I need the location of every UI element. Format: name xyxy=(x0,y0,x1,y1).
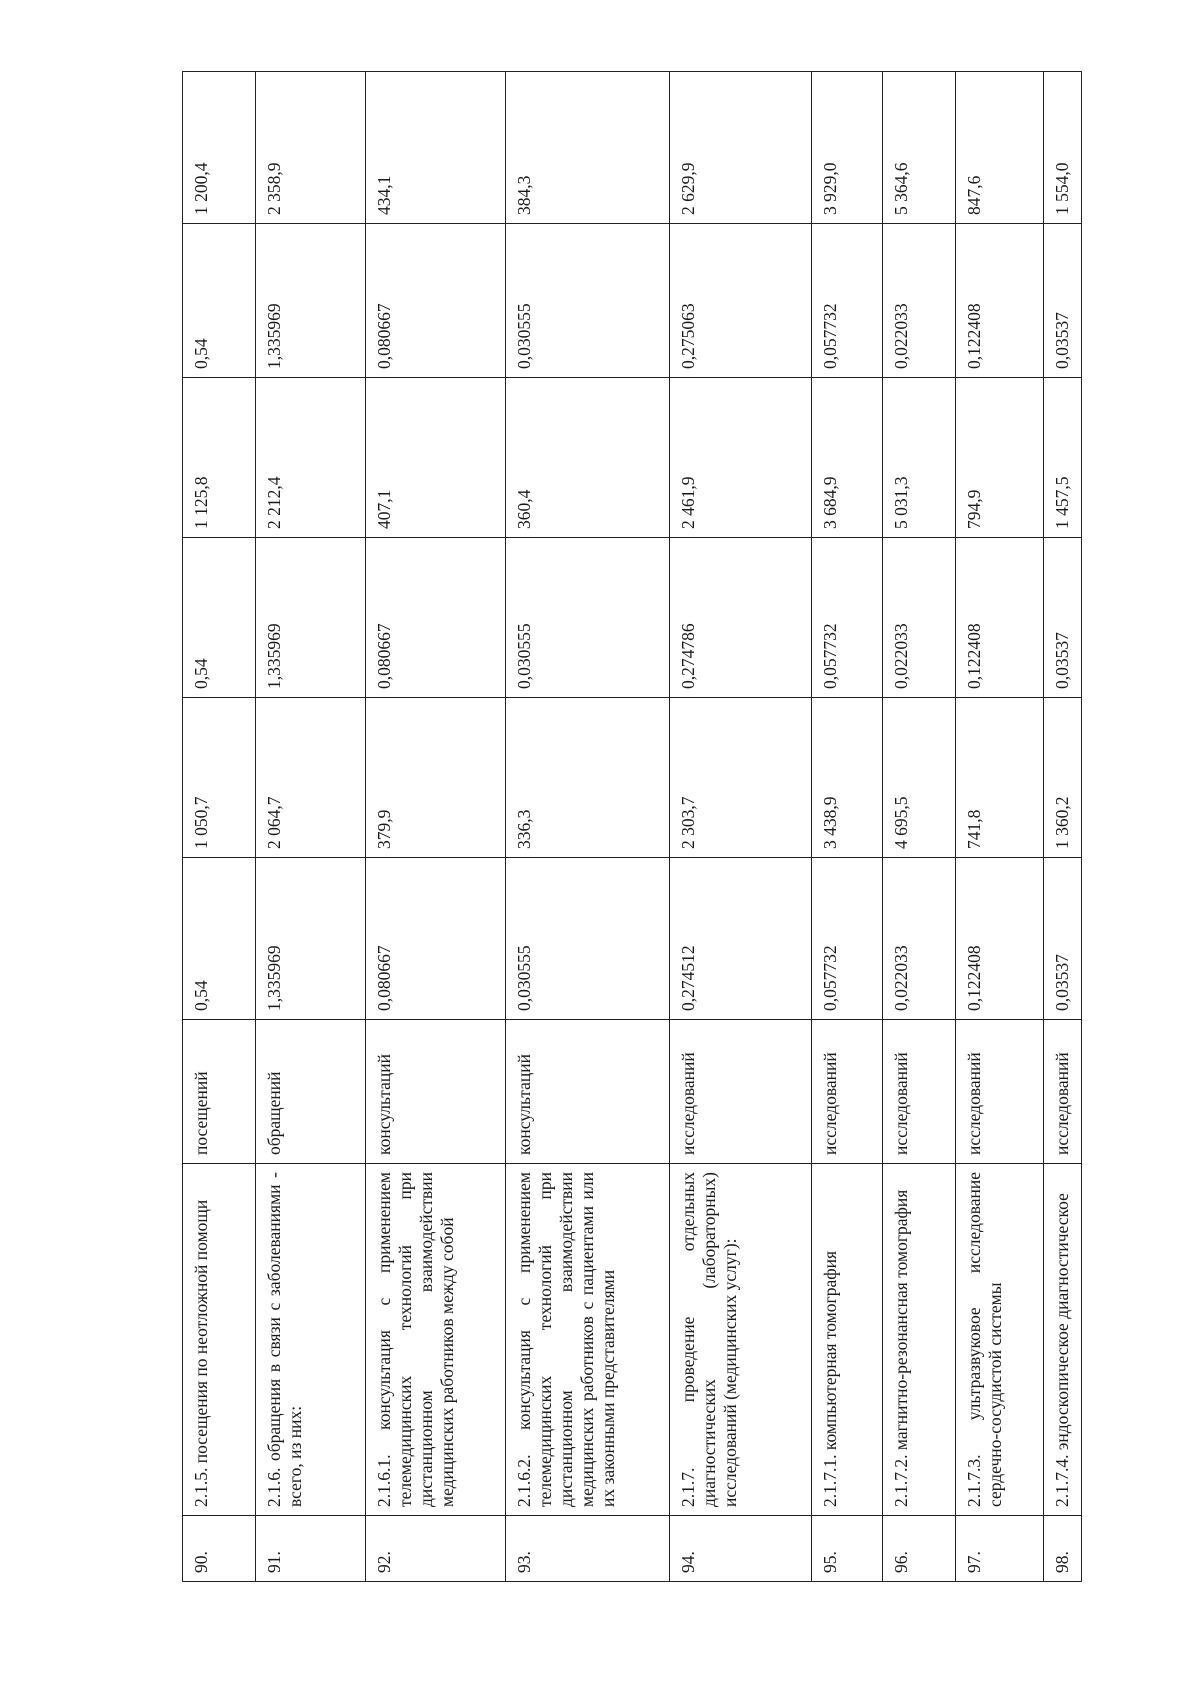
table-row xyxy=(366,72,506,1582)
norm-value-year-3: 0,275063 xyxy=(669,224,811,378)
unit-of-measure: исследований xyxy=(669,1020,811,1164)
cost-value-year-2: 2 212,4 xyxy=(256,378,366,538)
cost-value-year-2: 2 461,9 xyxy=(669,378,811,538)
table-row xyxy=(811,72,882,1582)
table-row xyxy=(256,72,366,1582)
norm-value-year-3: 1,335969 xyxy=(256,224,366,378)
row-number: 92. xyxy=(366,1516,506,1582)
cost-value-year-2: 5 031,3 xyxy=(883,378,956,538)
unit-of-measure: посещений xyxy=(183,1020,256,1164)
norm-value-year-2: 0,122408 xyxy=(956,538,1044,698)
norms-table xyxy=(182,71,1082,1582)
unit-of-measure: исследований xyxy=(956,1020,1044,1164)
cost-value-year-2: 794,9 xyxy=(956,378,1044,538)
row-description: 2.1.6.2. консультация с применением телемедицинских технологий при дистанционном взаимодействии медицинских работников с пациентами или их законными представителями xyxy=(506,1164,669,1516)
row-number: 98. xyxy=(1044,1516,1082,1582)
cost-value-year-3: 5 364,6 xyxy=(883,72,956,224)
cost-value-year-3: 3 929,0 xyxy=(811,72,882,224)
cost-value-year-3: 1 554,0 xyxy=(1044,72,1082,224)
norm-value-year-1: 0,022033 xyxy=(883,858,956,1020)
norm-value-year-2: 0,274786 xyxy=(669,538,811,698)
cost-value-year-1: 2 303,7 xyxy=(669,698,811,858)
unit-of-measure: исследований xyxy=(1044,1020,1082,1164)
table-row xyxy=(883,72,956,1582)
cost-value-year-1: 4 695,5 xyxy=(883,698,956,858)
row-number: 95. xyxy=(811,1516,882,1582)
cost-value-year-1: 2 064,7 xyxy=(256,698,366,858)
row-number: 94. xyxy=(669,1516,811,1582)
norm-value-year-2: 0,03537 xyxy=(1044,538,1082,698)
row-description: 2.1.7.3. ультразвуковое исследование сердечно-сосудистой системы xyxy=(956,1164,1044,1516)
norm-value-year-1: 0,030555 xyxy=(506,858,669,1020)
cost-value-year-2: 360,4 xyxy=(506,378,669,538)
cost-value-year-3: 434,1 xyxy=(366,72,506,224)
rotated-page-content xyxy=(182,72,1082,1582)
row-description: 2.1.5. посещения по неотложной помощи xyxy=(183,1164,256,1516)
cost-value-year-2: 1 125,8 xyxy=(183,378,256,538)
table-row xyxy=(956,72,1044,1582)
cost-value-year-2: 407,1 xyxy=(366,378,506,538)
norm-value-year-2: 0,54 xyxy=(183,538,256,698)
norm-value-year-1: 0,54 xyxy=(183,858,256,1020)
cost-value-year-3: 847,6 xyxy=(956,72,1044,224)
norm-value-year-1: 1,335969 xyxy=(256,858,366,1020)
table-body xyxy=(183,72,1082,1582)
row-description: 2.1.6. обращения в связи с заболеваниями - всего, из них: xyxy=(256,1164,366,1516)
cost-value-year-1: 1 050,7 xyxy=(183,698,256,858)
norm-value-year-3: 0,080667 xyxy=(366,224,506,378)
norm-value-year-3: 0,057732 xyxy=(811,224,882,378)
norm-value-year-2: 0,022033 xyxy=(883,538,956,698)
cost-value-year-1: 1 360,2 xyxy=(1044,698,1082,858)
row-description: 2.1.6.1. консультация с применением телемедицинских технологий при дистанционном взаимодействии медицинских работников между собой xyxy=(366,1164,506,1516)
norm-value-year-3: 0,122408 xyxy=(956,224,1044,378)
norm-value-year-2: 0,030555 xyxy=(506,538,669,698)
cost-value-year-2: 1 457,5 xyxy=(1044,378,1082,538)
unit-of-measure: исследований xyxy=(883,1020,956,1164)
row-number: 90. xyxy=(183,1516,256,1582)
row-description: 2.1.7.1. компьютерная томография xyxy=(811,1164,882,1516)
cost-value-year-1: 379,9 xyxy=(366,698,506,858)
unit-of-measure: консультаций xyxy=(506,1020,669,1164)
norm-value-year-1: 0,122408 xyxy=(956,858,1044,1020)
row-number: 97. xyxy=(956,1516,1044,1582)
row-number: 96. xyxy=(883,1516,956,1582)
cost-value-year-1: 336,3 xyxy=(506,698,669,858)
cost-value-year-2: 3 684,9 xyxy=(811,378,882,538)
cost-value-year-3: 384,3 xyxy=(506,72,669,224)
norm-value-year-2: 0,080667 xyxy=(366,538,506,698)
cost-value-year-3: 2 629,9 xyxy=(669,72,811,224)
norm-value-year-1: 0,057732 xyxy=(811,858,882,1020)
cost-value-year-1: 741,8 xyxy=(956,698,1044,858)
row-description: 2.1.7. проведение отдельных диагностических (лабораторных) исследований (медицинских услуг): xyxy=(669,1164,811,1516)
cost-value-year-3: 2 358,9 xyxy=(256,72,366,224)
table-row xyxy=(1044,72,1082,1582)
row-description: 2.1.7.2. магнитно-резонансная томография xyxy=(883,1164,956,1516)
unit-of-measure: обращений xyxy=(256,1020,366,1164)
norm-value-year-1: 0,274512 xyxy=(669,858,811,1020)
norm-value-year-3: 0,030555 xyxy=(506,224,669,378)
cost-value-year-1: 3 438,9 xyxy=(811,698,882,858)
norm-value-year-1: 0,080667 xyxy=(366,858,506,1020)
norm-value-year-1: 0,03537 xyxy=(1044,858,1082,1020)
row-number: 93. xyxy=(506,1516,669,1582)
table-row xyxy=(669,72,811,1582)
norm-value-year-2: 0,057732 xyxy=(811,538,882,698)
unit-of-measure: консультаций xyxy=(366,1020,506,1164)
row-description: 2.1.7.4. эндоскопическое диагностическое xyxy=(1044,1164,1082,1516)
norm-value-year-3: 0,03537 xyxy=(1044,224,1082,378)
cost-value-year-3: 1 200,4 xyxy=(183,72,256,224)
table-row xyxy=(506,72,669,1582)
norm-value-year-3: 0,022033 xyxy=(883,224,956,378)
norm-value-year-2: 1,335969 xyxy=(256,538,366,698)
table-row xyxy=(183,72,256,1582)
norm-value-year-3: 0,54 xyxy=(183,224,256,378)
unit-of-measure: исследований xyxy=(811,1020,882,1164)
row-number: 91. xyxy=(256,1516,366,1582)
